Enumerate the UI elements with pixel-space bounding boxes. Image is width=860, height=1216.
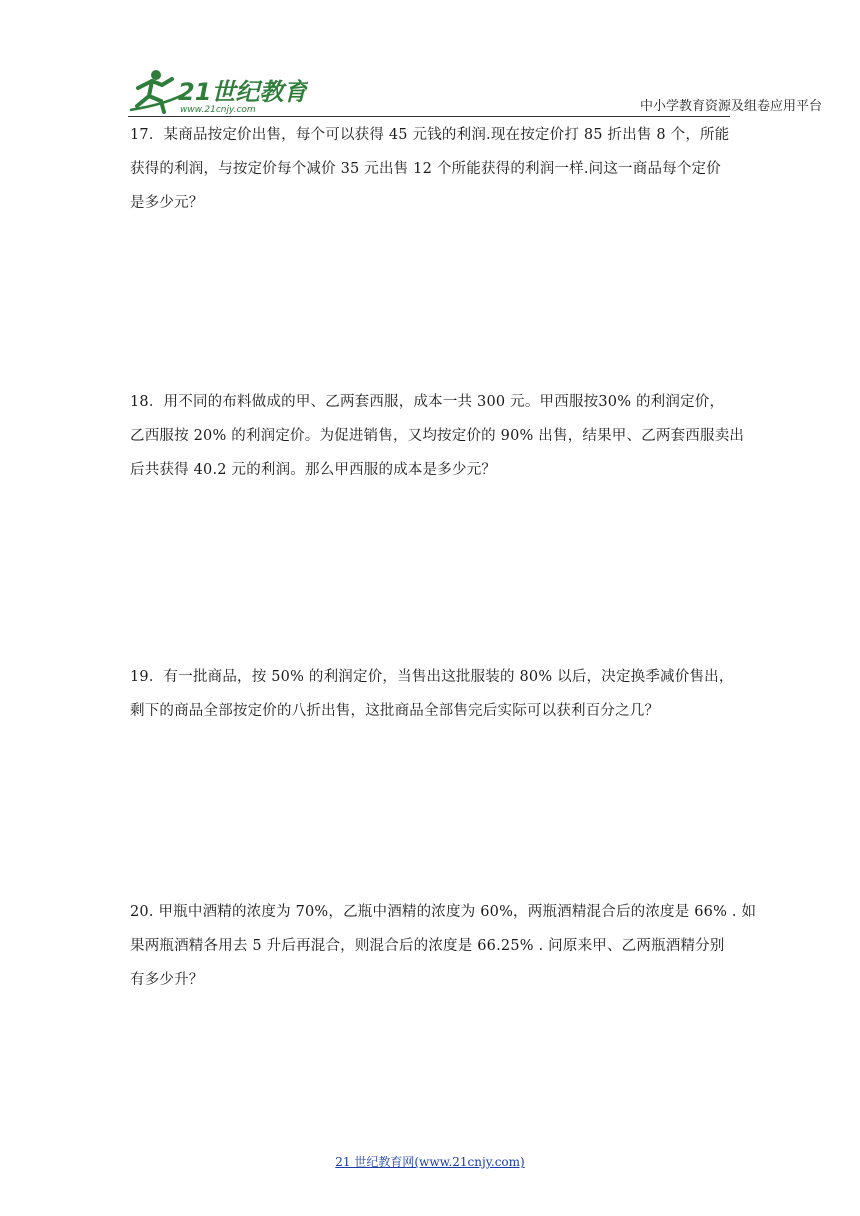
header-divider [128, 116, 730, 117]
question-17 [130, 118, 730, 220]
question-line: 果两瓶酒精各用去 5 升后再混合，则混合后的浓度是 66.25% . 问原来甲、乙两瓶酒精分别 [130, 938, 725, 954]
question-line: 是多少元？ [130, 195, 204, 211]
question-line: 获得的利润，与按定价每个减价 35 元出售 12 个所能获得的利润一样.问这一商品每个定价 [130, 161, 721, 177]
question-line: 20. 甲瓶中酒精的浓度为 70%，乙瓶中酒精的浓度为 60%，两瓶酒精混合后的浓度是 66% . 如 [130, 904, 757, 920]
question-line: 17．某商品按定价出售，每个可以获得 45 元钱的利润.现在按定价打 85 折出售 8 个，所能 [130, 127, 730, 143]
question-18 [130, 385, 745, 487]
logo-url-text: www.21cnjy.com [180, 105, 256, 115]
question-line: 有多少升？ [130, 972, 204, 988]
question-line: 乙西服按 20% 的利润定价。为促进销售，又均按定价的 90% 出售，结果甲、乙两套西服卖出 [130, 428, 745, 444]
page-footer [0, 1153, 860, 1170]
logo-text: 21世纪教育 [178, 78, 308, 106]
site-logo[interactable] [128, 66, 308, 116]
question-19 [130, 660, 734, 728]
question-line: 18．用不同的布料做成的甲、乙两套西服，成本一共 300 元。甲西服按30% 的利润定价， [130, 394, 725, 410]
page-header [0, 0, 860, 120]
runner-logo-icon [128, 66, 308, 116]
question-line: 19．有一批商品，按 50% 的利润定价，当售出这批服装的 80% 以后，决定换季减价售出， [130, 669, 734, 685]
platform-name: 中小学教育资源及组卷应用平台 [639, 99, 822, 114]
question-line: 剩下的商品全部按定价的八折出售，这批商品全部售完后实际可以获利百分之几？ [130, 703, 660, 719]
footer-link[interactable]: 21 世纪教育网(www.21cnjy.com) [335, 1155, 525, 1169]
question-20 [130, 895, 757, 997]
question-line: 后共获得 40.2 元的利润。那么甲西服的成本是多少元？ [130, 462, 497, 478]
